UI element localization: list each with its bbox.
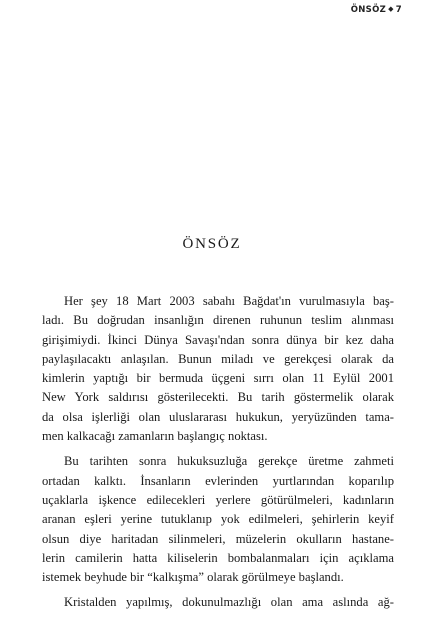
text-line: kimlerin yaptığı bir bermuda üçgeni sırrı olan 11 Eylül 2001 [42,371,394,386]
page-number: 7 [395,5,402,15]
diamond-separator-icon: ◆ [388,5,394,13]
text-line: olsun diye haritadan silinmeleri, müzelerin okulların hastane- [42,531,394,546]
paragraph-1 [42,292,394,446]
text-line: lerin camilerin hatta kiliselerin bombalanmaları için açıklama [42,550,394,565]
body-text [42,292,394,619]
chapter-title: ÖNSÖZ [182,236,242,252]
text-line: girişimiydi. İkinci Dünya Savaşı'ndan sonra dünya bir kez daha [42,332,394,347]
text-line: da olsa işlerliği olan uluslararası hukukun, yeryüzünden tama- [42,409,394,424]
running-head-section: ÖNSÖZ [350,5,387,15]
text-line: uçaklarla işkence edilecekleri yerlere götürülmeleri, kadınların [42,492,394,507]
text-line: Her şey 18 Mart 2003 sabahı Bağdat'ın vurulmasıyla baş- [64,294,394,308]
text-line: New York saldırısı gösterilecekti. Bu tarih göstermelik olarak [42,390,394,405]
text-line: ortadan kalktı. İnsanların evlerinden yurtlarından koparılıp [42,473,394,488]
paragraph-2 [42,452,394,587]
text-line: aranan eşleri yerine tutuklanıp yok edilmeleri, şehirlerin keyif [42,512,394,527]
text-line: istemek beyhude bir “kalkışma” olarak görülmeye başlandı. [42,570,344,585]
text-line: paylaşılacaktı anlaşılan. Bunun miladı ve gerekçesi olarak da [42,351,394,366]
running-head [351,5,402,15]
paragraph-3 [42,593,394,612]
text-line: Kristalden yapılmış, dokunulmazlığı olan ama aslında ağ- [64,595,394,610]
text-line: men kalkacağı zamanların başlangıç noktası. [42,429,268,444]
text-line: Bu tarihten sonra hukuksuzluğa gerekçe üretme zahmeti [64,454,394,469]
text-line: ladı. Bu doğrudan insanlığın direnen ruhunun teslim alınması [42,313,394,328]
